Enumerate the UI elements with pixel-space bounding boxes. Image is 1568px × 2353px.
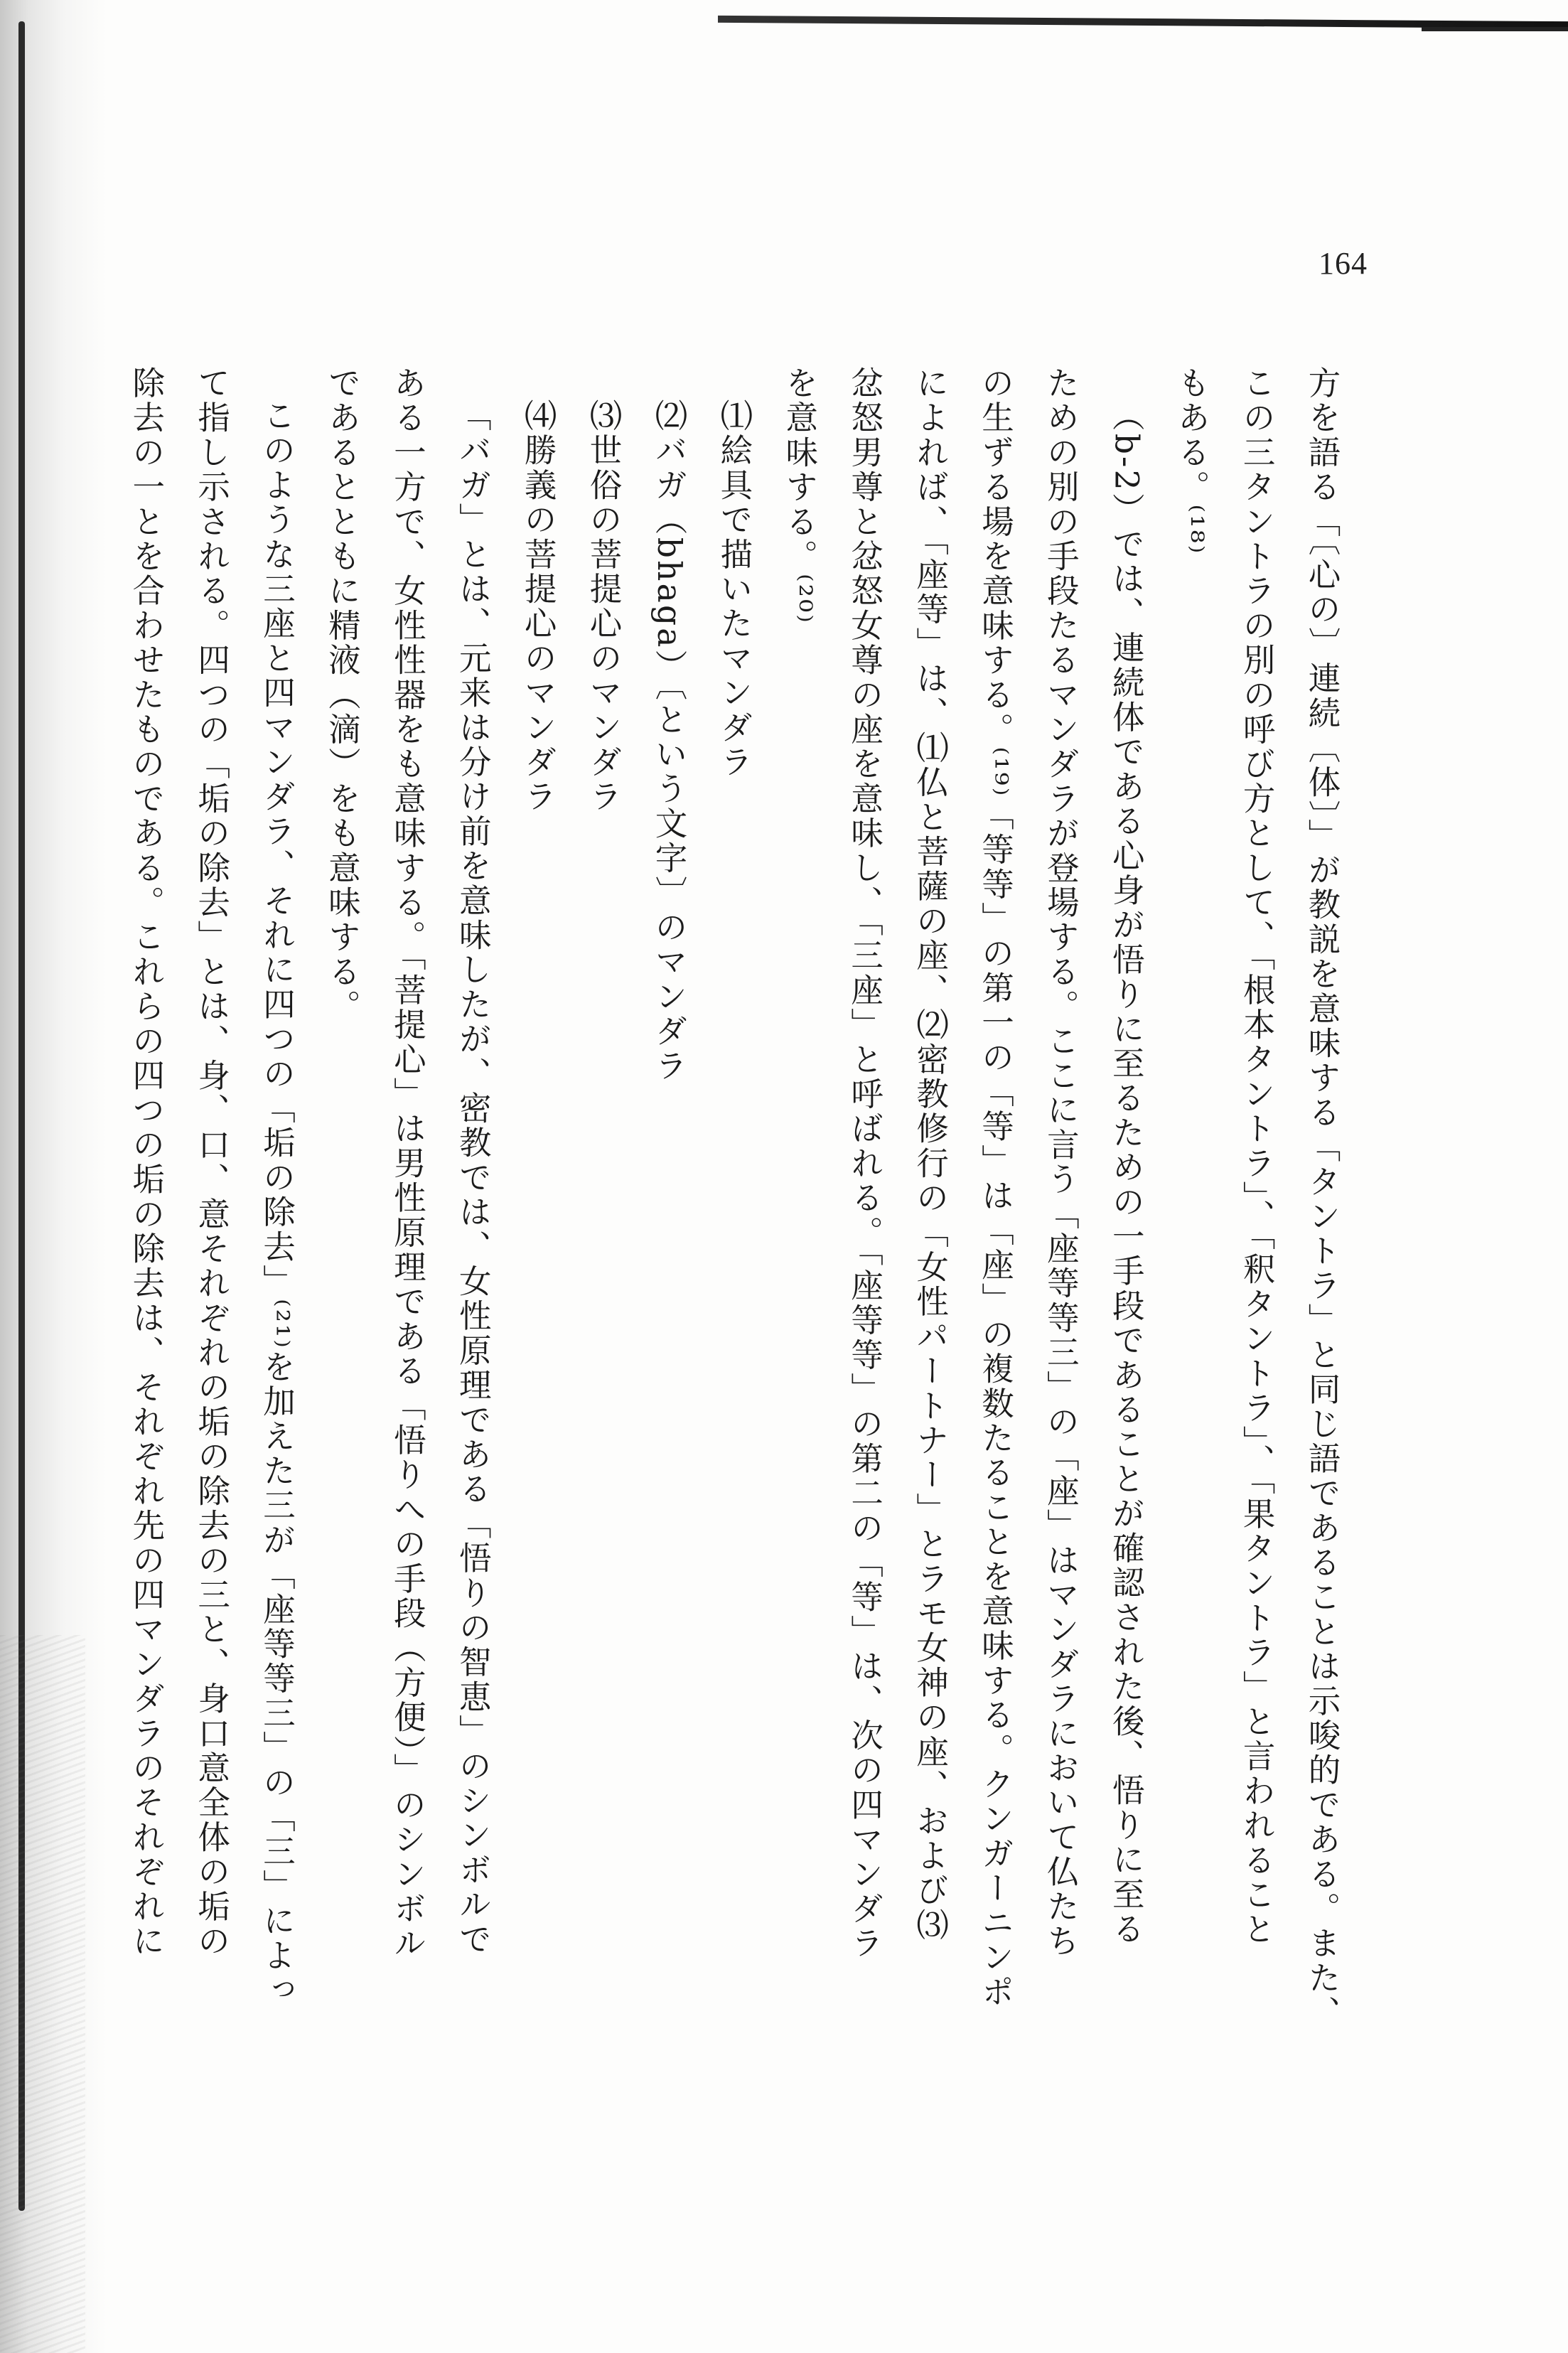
text-line-1: 方を語る「〔心の〕連続〔体〕」が教説を意味する「タントラ」と同じ語であることは示唆的である。また、 (1304, 366, 1341, 2030)
scan-top-edge-corner (1422, 27, 1568, 31)
text-line-4: （b-2）では、連続体である心身が悟りに至るための一手段であることが確認された後、悟りに至る (1107, 398, 1146, 1946)
text-line-5: ための別の手段たるマンダラが登場する。ここに言う「座等等三」の「座」はマンダラにおいて仏たち (1042, 366, 1080, 1959)
text-line-7: によれば、「座等」は、⑴仏と菩薩の座、⑵密教修行の「女性パートナー」とラモ女神の座、および⑶ (911, 366, 950, 1943)
list-item-4: ⑷勝義の菩提心のマンダラ (520, 398, 558, 814)
text-line-14: 「バガ」とは、元来は分け前を意味したが、密教では、女性原理である「悟りの智恵」のシンボルで (454, 398, 493, 1956)
text-line-19: 除去の一とを合わせたものである。これらの四つの垢の除去は、それぞれ先の四マンダラのそれぞれに (127, 366, 166, 1959)
text-line-6: の生ずる場を意味する。⁽¹⁹⁾「等等」の第一の「等」は「座」の複数たることを意味する。クンガーニンポ (977, 366, 1015, 2010)
page-number: 164 (1319, 246, 1368, 281)
list-item-1: ⑴絵具で描いたマンダラ (715, 398, 753, 780)
text-line-16: であるとともに精液（滴）をも意味する。 (323, 366, 362, 1024)
text-line-3: もある。⁽¹⁸⁾ (1173, 366, 1211, 556)
text-line-8: 忿怒男尊と忿怒女尊の座を意味し、「三座」と呼ばれる。「座等等」の第二の「等」は、次の四マンダラ (846, 366, 884, 1961)
text-line-2: この三タントラの別の呼び方として、「根本タントラ」、「釈タントラ」、「果タントラ」と言われること (1238, 366, 1277, 1947)
text-line-17: このような三座と四マンダラ、それに四つの「垢の除去」⁽²¹⁾を加えた三が「座等等三」の「三」によっ (258, 398, 296, 2008)
list-item-3: ⑶世俗の菩提心のマンダラ (585, 398, 623, 814)
list-item-2: ⑵バガ（bhaga）〔という文字〕のマンダラ (650, 398, 688, 1083)
text-line-9: を意味する。⁽²⁰⁾ (780, 366, 819, 625)
scan-edge-noise (0, 1635, 85, 2353)
vertical-text-body (114, 366, 1355, 2086)
text-line-15: ある一方で、女性性器をも意味する。「菩提心」は男性原理である「悟りへの手段（方便）」のシンボル (389, 366, 427, 1961)
text-line-18: て指し示される。四つの「垢の除去」とは、身、口、意それぞれの垢の除去の三と、身口意全体の垢の (193, 366, 231, 1959)
